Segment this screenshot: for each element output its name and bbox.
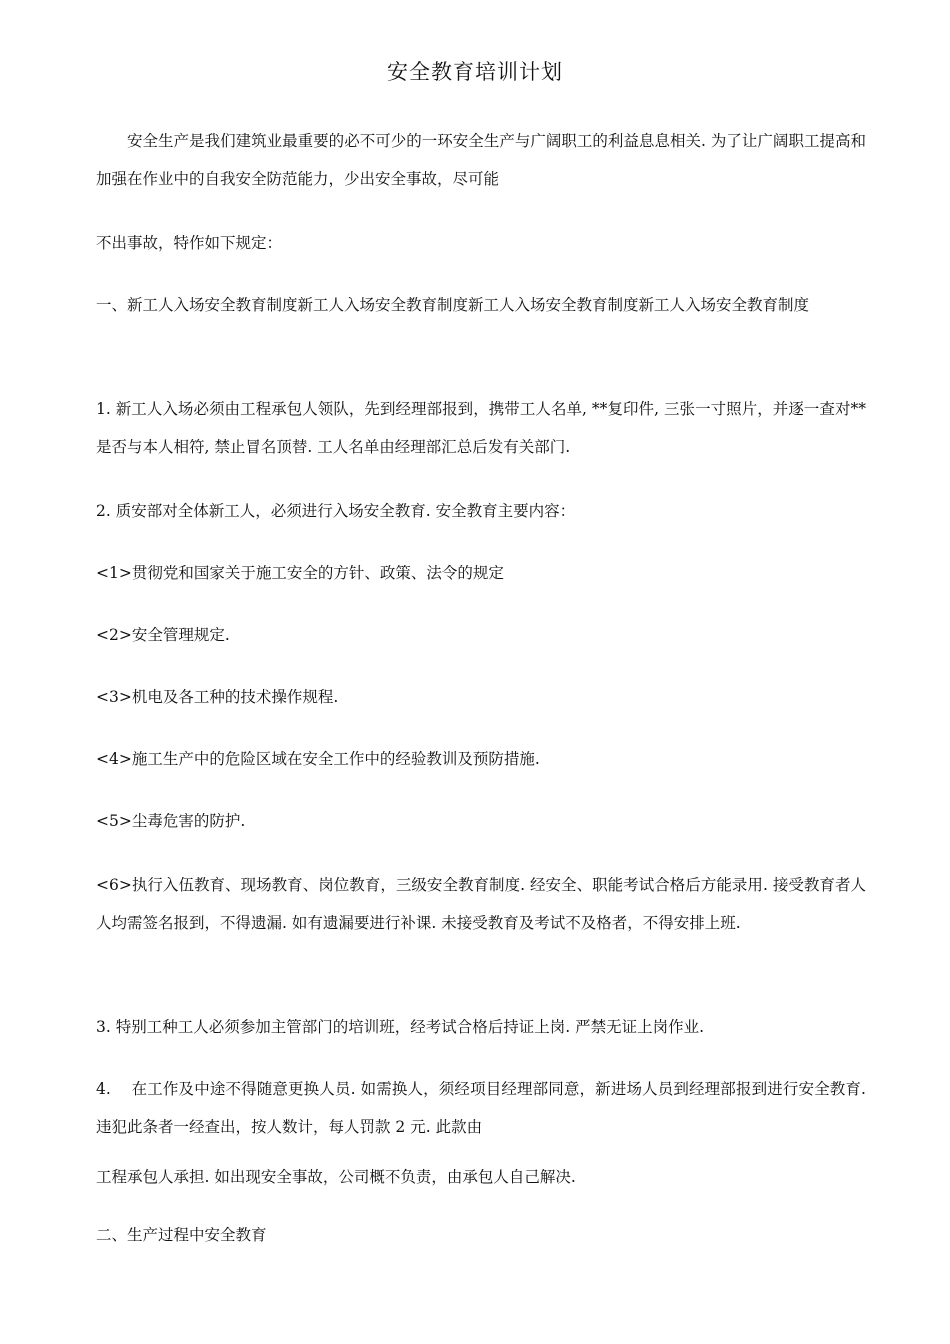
intro-continuation: 不出事故，特作如下规定： bbox=[96, 234, 283, 252]
item-4-continuation: 工程承包人承担. 如出现安全事故，公司概不负责，由承包人自己解决. bbox=[96, 1168, 576, 1186]
section-heading-1: 一、新工人入场安全教育制度新工人入场安全教育制度新工人入场安全教育制度新工人入场安全教育制度 bbox=[96, 296, 810, 314]
section-heading-2: 二、生产过程中安全教育 bbox=[96, 1226, 267, 1244]
intro-paragraph: 安全生产是我们建筑业最重要的必不可少的一环安全生产与广阔职工的利益息息相关. 为了让广阔职工提高和加强在作业中的自我安全防范能力，少出安全事故，尽可能 bbox=[96, 132, 866, 188]
item-2: 2. 质安部对全体新工人，必须进行入场安全教育. 安全教育主要内容： bbox=[96, 502, 576, 520]
subitem-5: <5>尘毒危害的防护. bbox=[96, 812, 246, 830]
item-1: 1. 新工人入场必须由工程承包人领队，先到经理部报到，携带工人名单, **复印件, 三张一寸照片，并逐一查对**是否与本人相符, 禁止冒名顶替. 工人名单由经理部汇总后发有关部门. bbox=[96, 400, 866, 456]
subitem-4: <4>施工生产中的危险区域在安全工作中的经验教训及预防措施. bbox=[96, 750, 540, 768]
item-3: 3. 特别工种工人必须参加主管部门的培训班，经考试合格后持证上岗. 严禁无证上岗作业. bbox=[96, 1018, 704, 1036]
document-title: 安全教育培训计划 bbox=[387, 60, 563, 84]
subitem-3: <3>机电及各工种的技术操作规程. bbox=[96, 688, 339, 706]
subitem-1: <1>贯彻党和国家关于施工安全的方针、政策、法令的规定 bbox=[96, 564, 504, 582]
item-4: 4. 在工作及中途不得随意更换人员. 如需换人，须经项目经理部同意，新进场人员到经理部报到进行安全教育. 违犯此条者一经查出，按人数计，每人罚款 2 元. 此款由 bbox=[96, 1080, 866, 1136]
subitem-2: <2>安全管理规定. bbox=[96, 626, 230, 644]
subitem-6: <6>执行入伍教育、现场教育、岗位教育，三级安全教育制度. 经安全、职能考试合格后方能录用. 接受教育者人人均需签名报到，不得遗漏. 如有遗漏要进行补课. 未接受教育及考试不及格者，不得安排上班. bbox=[96, 876, 866, 932]
